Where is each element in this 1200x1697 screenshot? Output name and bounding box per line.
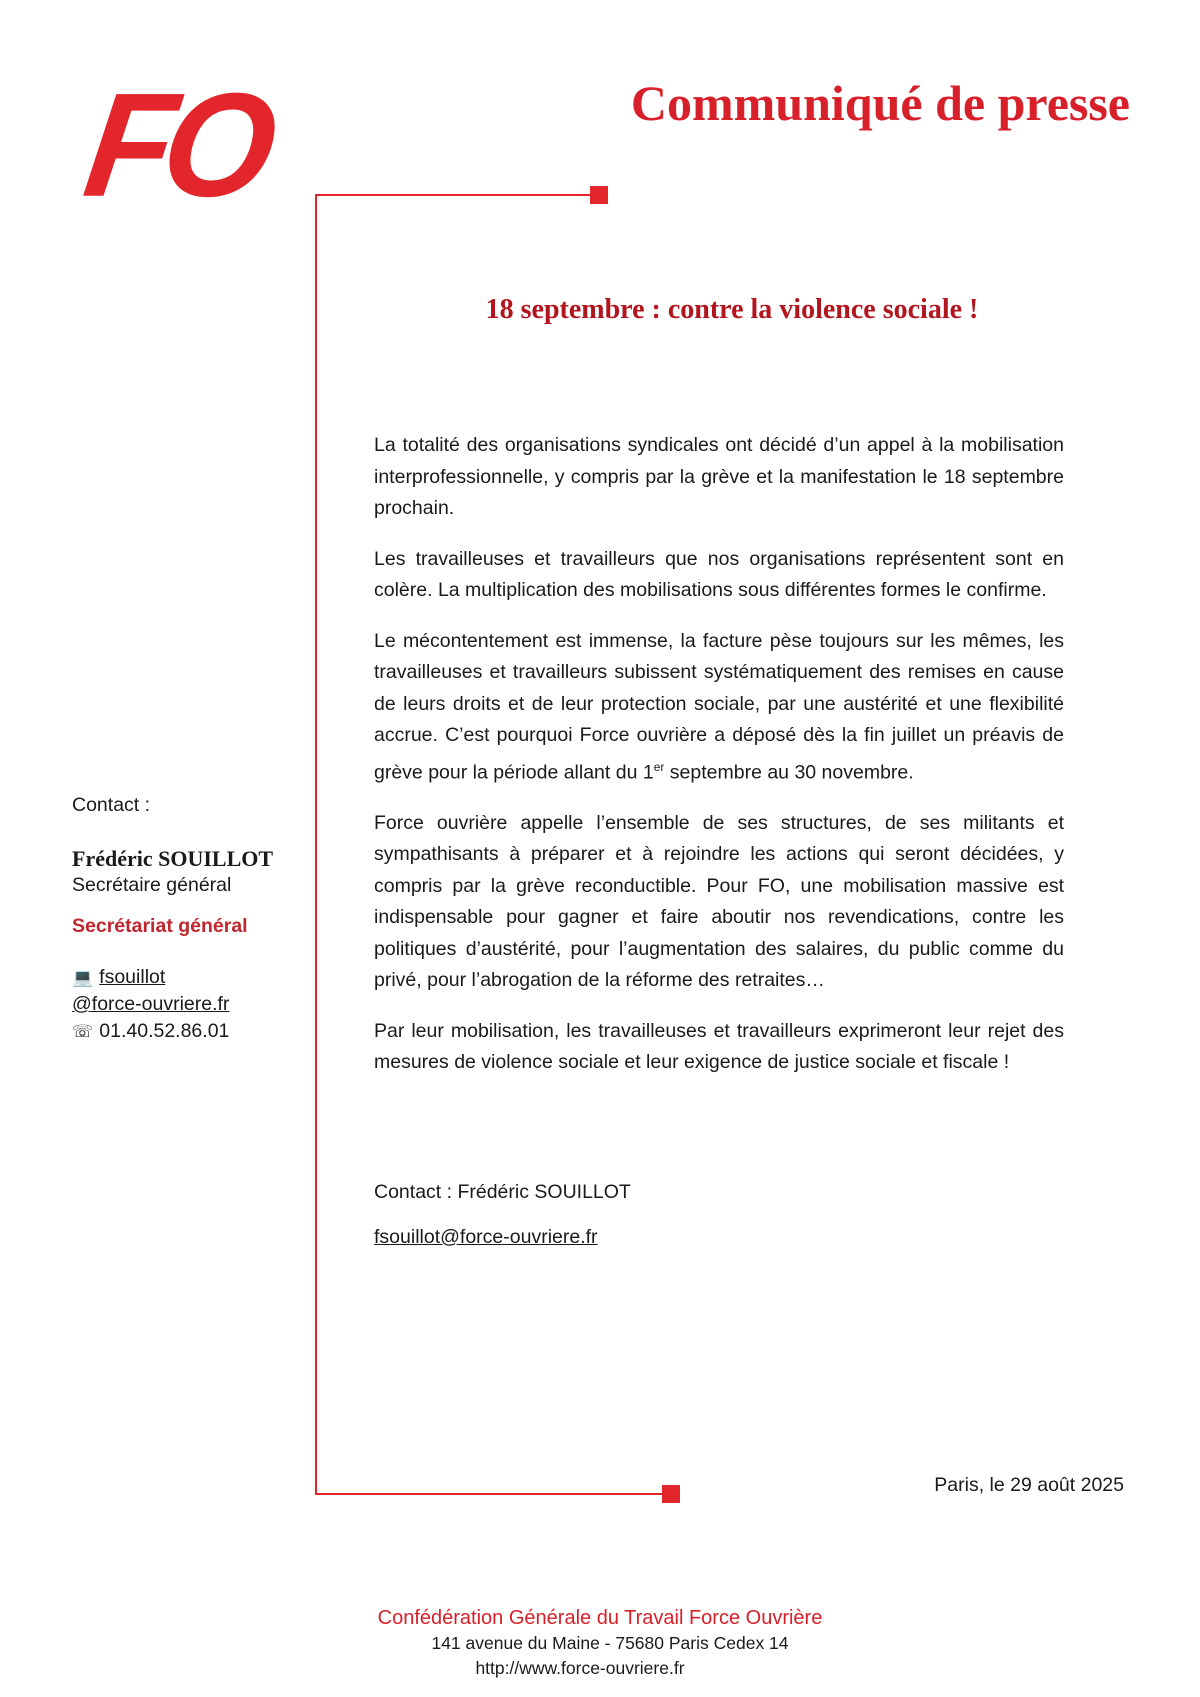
footer-address: 141 avenue du Maine - 75680 Paris Cedex 14: [431, 1633, 789, 1653]
sidebar-phone: ☏ 01.40.52.86.01: [72, 1020, 230, 1042]
frame-bottom-square: [662, 1485, 680, 1503]
paragraph-4: Force ouvrière appelle l’ensemble de ses structures, de ses militants et sympathisants à préparer et à rejoindre les actions qui seront décidées, y compris par la grève reconductible. Pour FO, une mobilisation massive est indispensable pour gagner et faire aboutir nos revendications, contre les politiques d’austérité, pour l’augmentation des salaires, du public comme du privé, pour l’abrogation de la réforme des retraites…: [374, 811, 1064, 991]
bottom-contact: [374, 1181, 631, 1249]
paragraph-3: Le mécontentement est immense, la facture pèse toujours sur les mêmes, les travailleuses et travailleurs subissent systématiquement des remises en cause de leurs droits et de leur protection sociale, par une austérité et une flexibilité accrue. C’est pourquoi Force ouvrière a déposé dès la fin juillet un préavis de grève pour la période allant du 1er septembre au 30 novembre.: [374, 629, 1064, 783]
footer: [0, 1606, 1200, 1681]
bottom-contact-email-link[interactable]: fsouillot@force-ouvriere.fr: [374, 1226, 598, 1248]
frame-bottom-line: [315, 1493, 670, 1495]
press-release-body: [374, 430, 1064, 1098]
paragraph-2: Les travailleuses et travailleurs que nos organisations représentent sont en colère. La multiplication des mobilisations sous différentes formes le confirme.: [374, 547, 1064, 601]
sidebar-contact-label: Contact :: [72, 794, 151, 816]
frame-vertical-line: [315, 194, 317, 1495]
headline: 18 septembre : contre la violence sociale !: [485, 294, 979, 325]
document-date: Paris, le 29 août 2025: [934, 1474, 1124, 1496]
computer-icon: 💻: [72, 968, 94, 987]
contact-role: Secrétaire général: [72, 874, 232, 896]
sidebar-contact: [72, 794, 312, 1045]
footer-website-link[interactable]: http://www.force-ouvriere.fr: [475, 1658, 685, 1678]
secretariat-label: Secrétariat général: [72, 915, 248, 937]
sidebar-email-link[interactable]: 💻 fsouillot: [72, 966, 166, 988]
sidebar-email-domain[interactable]: @force-ouvriere.fr: [72, 993, 230, 1015]
footer-organisation: Confédération Générale du Travail Force Ouvrière: [377, 1607, 823, 1629]
press-release-title: Communiqué de presse: [630, 75, 1130, 131]
fo-logo: FO: [76, 62, 277, 228]
contact-name: Frédéric SOUILLOT: [72, 846, 274, 871]
frame-top-line: [315, 194, 599, 196]
bottom-contact-name: Contact : Frédéric SOUILLOT: [374, 1181, 631, 1203]
telephone-icon: ☏: [72, 1022, 94, 1041]
frame-top-square: [590, 186, 608, 204]
paragraph-5: Par leur mobilisation, les travailleuses et travailleurs exprimeront leur rejet des mesures de violence sociale et leur exigence de justice sociale et fiscale !: [374, 1019, 1064, 1073]
paragraph-1: La totalité des organisations syndicales ont décidé d’un appel à la mobilisation interprofessionnelle, y compris par la grève et la manifestation le 18 septembre prochain.: [374, 434, 1064, 519]
